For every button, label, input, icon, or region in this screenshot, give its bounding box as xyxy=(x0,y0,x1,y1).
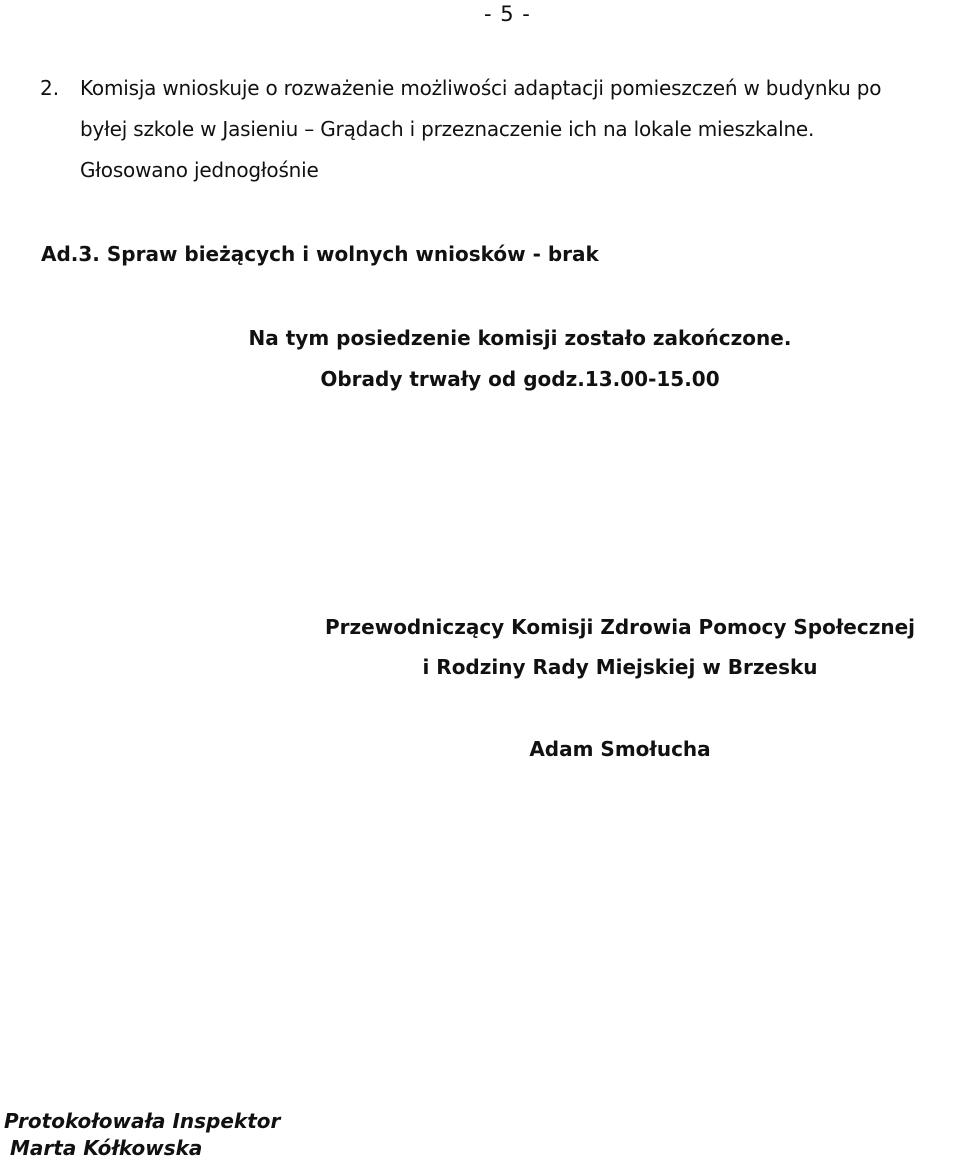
chair-name: Adam Smołucha xyxy=(529,737,711,761)
agenda-item-3: Ad.3. Spraw bieżących i wolnych wniosków - brak xyxy=(41,242,599,266)
protocol-author: Marta Kółkowska xyxy=(10,1136,203,1160)
protocol-role: Protokołowała Inspektor xyxy=(4,1109,281,1133)
page-number: - 5 - xyxy=(484,2,531,26)
item-text-line-2: byłej szkole w Jasieniu – Grądach i przeznaczenie ich na lokale mieszkalne. xyxy=(80,117,815,141)
session-time: Obrady trwały od godz.13.00-15.00 xyxy=(320,367,720,391)
vote-result: Głosowano jednogłośnie xyxy=(80,158,319,182)
chair-title-line-2: i Rodziny Rady Miejskiej w Brzesku xyxy=(422,655,818,679)
item-text-line-1: Komisja wnioskuje o rozważenie możliwości adaptacji pomieszczeń w budynku po xyxy=(80,76,882,100)
closing-statement: Na tym posiedzenie komisji zostało zakończone. xyxy=(248,326,792,350)
chair-title-line-1: Przewodniczący Komisji Zdrowia Pomocy Społecznej xyxy=(324,615,915,639)
item-number: 2. xyxy=(40,76,60,100)
